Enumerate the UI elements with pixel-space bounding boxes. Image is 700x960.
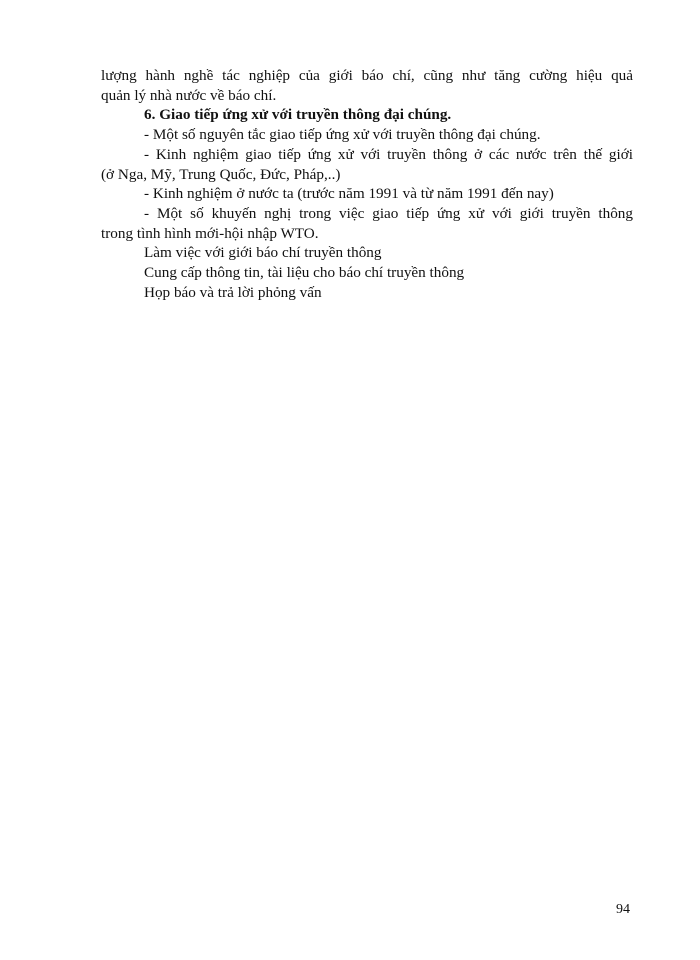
sub-item: Làm việc với giới báo chí truyền thông bbox=[144, 244, 382, 262]
paragraph-line: lượng hành nghề tác nghiệp của giới báo chí, cũng như tăng cường hiệu quả bbox=[101, 67, 633, 84]
list-item-continuation: (ở Nga, Mỹ, Trung Quốc, Đức, Pháp,..) bbox=[101, 165, 341, 183]
list-item: - Kinh nghiệm ở nước ta (trước năm 1991 và từ năm 1991 đến nay) bbox=[144, 185, 554, 203]
sub-item: Cung cấp thông tin, tài liệu cho báo chí truyền thông bbox=[144, 264, 465, 282]
list-item-continuation: trong tình hình mới-hội nhập WTO. bbox=[101, 224, 319, 242]
paragraph-line: quản lý nhà nước về báo chí. bbox=[101, 86, 277, 104]
list-item: - Một số nguyên tắc giao tiếp ứng xử với truyền thông đại chúng. bbox=[144, 126, 541, 144]
page-number: 94 bbox=[616, 902, 630, 917]
list-item: - Kinh nghiệm giao tiếp ứng xử với truyền thông ở các nước trên thế giới bbox=[144, 145, 633, 163]
sub-item: Họp báo và trả lời phỏng vấn bbox=[144, 283, 322, 301]
list-item: - Một số khuyến nghị trong việc giao tiếp ứng xử với giới truyền thông bbox=[144, 204, 633, 222]
section-heading: 6. Giao tiếp ứng xử với truyền thông đại chúng. bbox=[144, 106, 452, 124]
body-text bbox=[101, 66, 633, 302]
